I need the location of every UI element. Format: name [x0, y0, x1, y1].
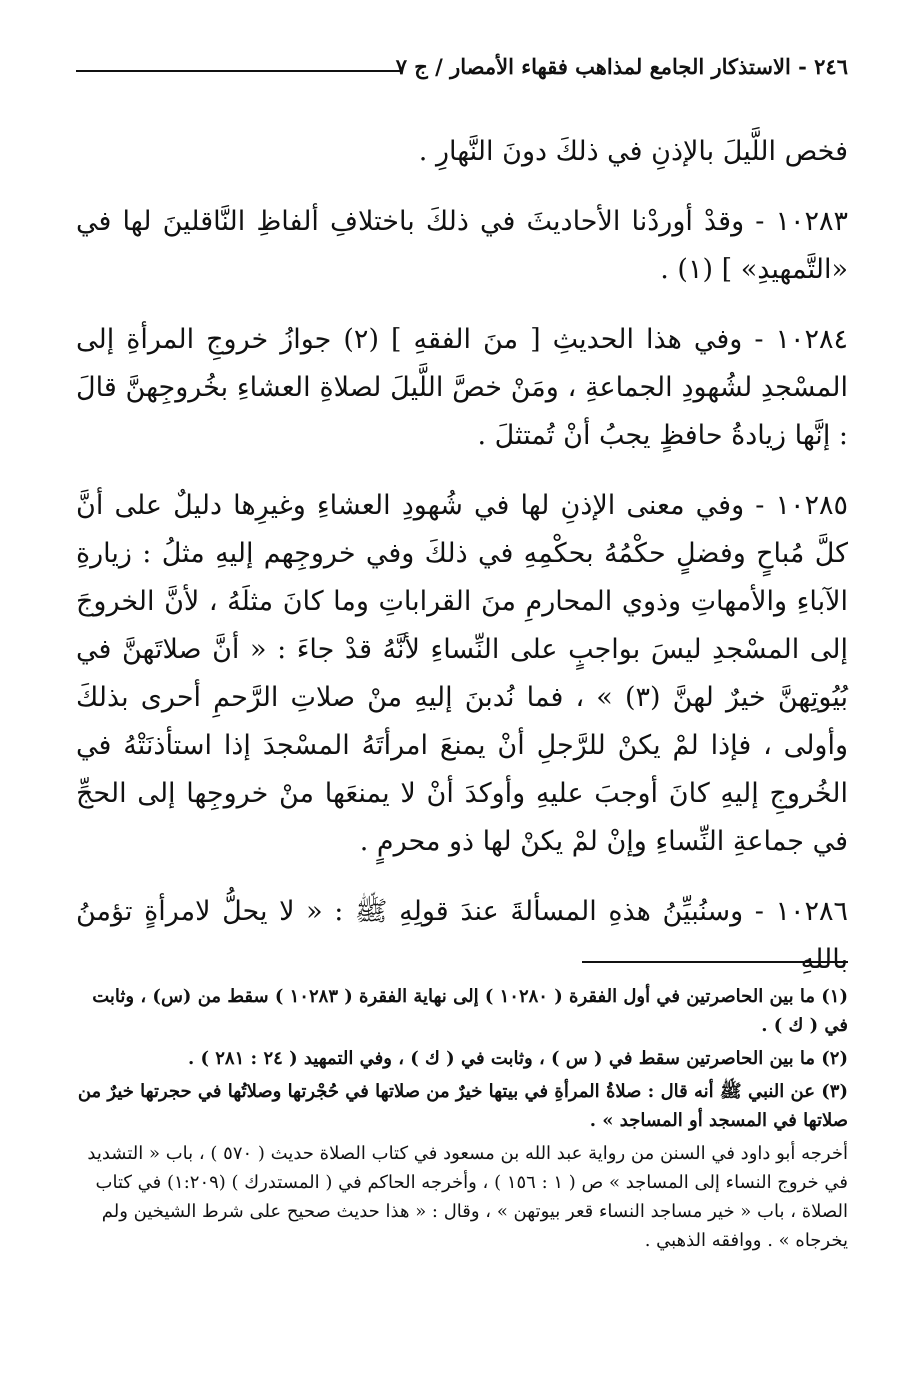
paragraph-10284: ١٠٢٨٤ - وفي هذا الحديثِ [ منَ الفقهِ ] (٢) جوازُ خروجِ المرأةِ إلى المسْجدِ لشُهودِ الجماعةِ ، ومَنْ خصَّ اللَّيلَ لصلاةِ العشاءِ بخُروجِهنَّ قالَ : إنَّها زيادةُ حافظٍ يجبُ أنْ تُمتثلَ .: [76, 324, 848, 451]
footnote-2: (٢) ما بين الحاصرتين سقط في ( س ) ، وثابت في ( ك ) ، وفي التمهيد ( ٢٤ : ٢٨١ ) .: [187, 1048, 848, 1069]
paragraph-10283: ١٠٢٨٣ - وقدْ أوردْنا الأحاديثَ في ذلكَ باختلافِ ألفاظِ النَّاقلينَ لها في «التَّمهيدِ» ] (١) .: [76, 206, 848, 285]
paragraph-continuation: فخص اللَّيلَ بالإذنِ في ذلكَ دونَ النَّهارِ .: [418, 136, 848, 167]
paragraph-10285: ١٠٢٨٥ - وفي معنى الإذنِ لها في شُهودِ العشاءِ وغيرِها دليلٌ على أنَّ كلَّ مُباحٍ وفضلٍ حكْمُهُ بحكْمِهِ في ذلكَ وفي خروجِهم إليهِ مثلُ : زيارةِ الآباءِ والأمهاتِ وذوي المحارمِ منَ القراباتِ وما كانَ مثلَهُ ، لأنَّ الخروجَ إلى المسْجدِ ليسَ بواجبٍ على النِّساءِ لأنَّهُ قدْ جاءَ : « أنَّ صلاتَهنَّ في بُيُوتِهنَّ خيرٌ لهنَّ (٣) » ، فما نُدبنَ إليهِ منْ صلاتِ الرَّحمِ أحرى بذلكَ وأولى ، فإذا لمْ يكنْ للرَّجلِ أنْ يمنعَ امرأتَهُ المسْجدَ إذا استأذنَتْهُ في الخُروجِ إليهِ كانَ أوجبَ عليهِ وأوكدَ أنْ لا يمنعَها منْ خروجِها إلى الحجِّ في جماعةِ النِّساءِ وإنْ لمْ يكنْ لها ذو محرمٍ .: [76, 490, 848, 857]
footnote-3-citation: أخرجه أبو داود في السنن من رواية عبد الله بن مسعود في كتاب الصلاة حديث ( ٥٧٠ ) ، باب « التشديد في خروج النساء إلى المساجد » ص ( ١ : ١٥٦ ) ، وأخرجه الحاكم في ( المستدرك ) (١:٢٠٩) في كتاب الصلاة ، باب « خير مساجد النساء قعر بيوتهن » ، وقال : « هذا حديث صحيح على شرط الشيخين ولم يخرجاه » . ووافقه الذهبي .: [87, 1143, 848, 1251]
main-text: [76, 128, 848, 1006]
footnote-rule: [582, 961, 848, 963]
running-header: ٢٤٦ - الاستذكار الجامع لمذاهب فقهاء الأمصار / ج ٧: [395, 54, 848, 79]
footnotes: [76, 982, 848, 1259]
footnote-1: (١) ما بين الحاصرتين في أول الفقرة ( ١٠٢٨٠ ) إلى نهاية الفقرة ( ١٠٢٨٣ ) سقط من (س) ، وثابت في ( ك ) .: [92, 986, 848, 1036]
footnote-3: (٣) عن النبي ﷺ أنه قال : صلاةُ المرأةِ في بيتها خيرٌ من صلاتها في حُجْرتها وصلاتُها في حجرتها خيرٌ من صلاتها في المسجد أو المساجد » .: [77, 1081, 848, 1131]
header-rule: [76, 70, 401, 72]
paragraph-10286: ١٠٢٨٦ - وسنُبيِّنُ هذهِ المسألةَ عندَ قولِهِ ﷺ : « لا يحلُّ لامرأةٍ تؤمنُ باللهِ: [76, 896, 848, 975]
